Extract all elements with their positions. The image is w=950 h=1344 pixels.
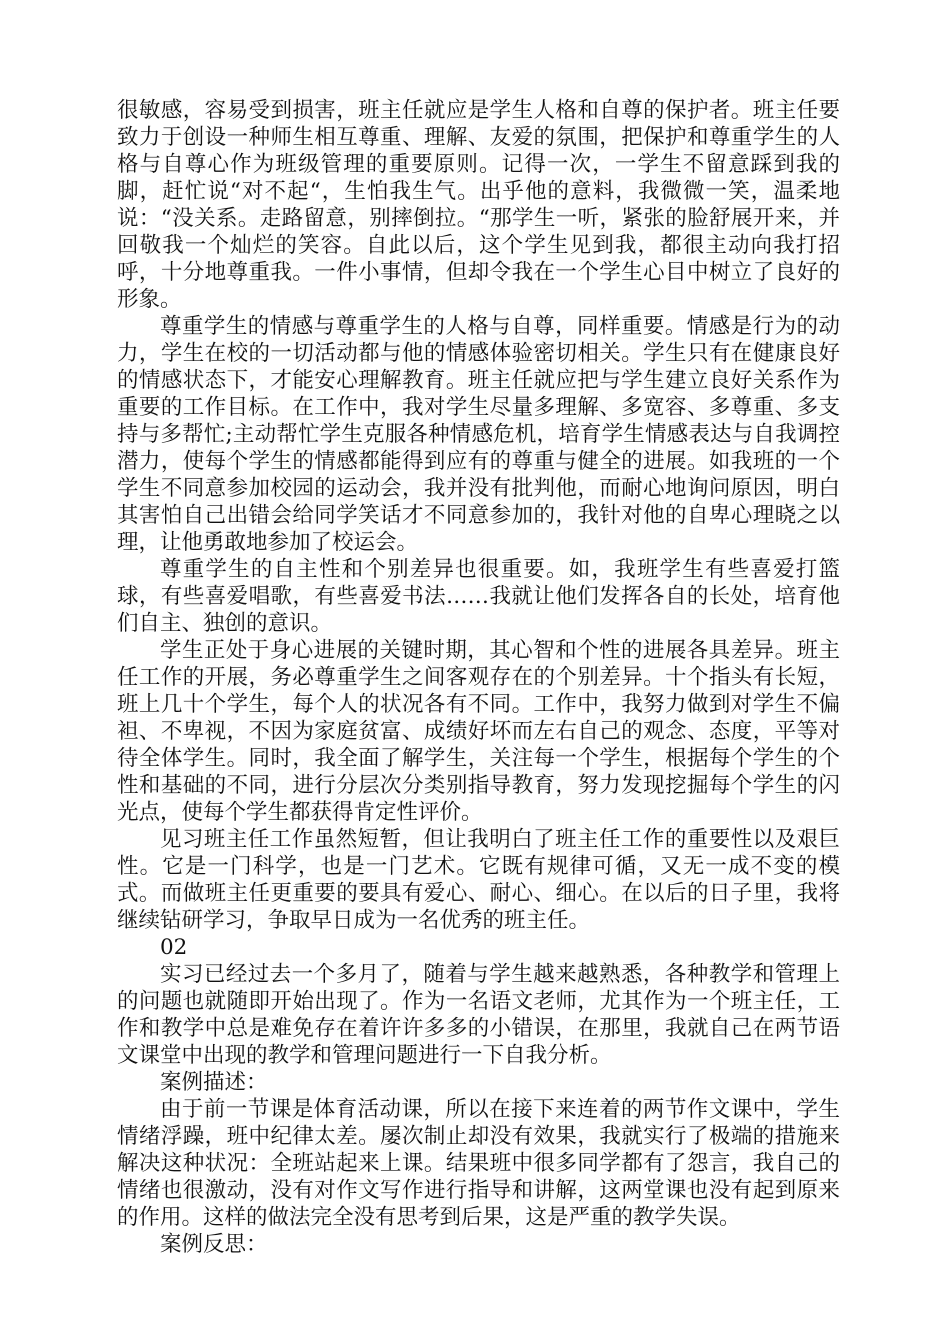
- paragraph-1: 很敏感，容易受到损害，班主任就应是学生人格和自尊的保护者。班主任要致力于创设一种师生相互尊重、理解、友爱的氛围，把保护和尊重学生的人格与自尊心作为班级管理的重要原则。记得一次，一学生不留意踩到我的脚，赶忙说“对不起“，生怕我生气。出乎他的意料，我微微一笑，温柔地说：“没关系。走路留意，别摔倒拉。“那学生一听，紧张的脸舒展开来，并回敬我一个灿烂的笑容。自此以后，这个学生见到我，都很主动向我打招呼，十分地尊重我。一件小事情，但却令我在一个学生心目中树立了良好的形象。: [117, 98, 840, 312]
- paragraph-6: 实习已经过去一个多月了，随着与学生越来越熟悉，各种教学和管理上的问题也就随即开始出现了。作为一名语文老师，尤其作为一个班主任，工作和教学中总是难免存在着许许多多的小错误，在那里，我就自己在两节语文课堂中出现的教学和管理问题进行一下自我分析。: [117, 962, 840, 1068]
- section-number: 02: [160, 935, 188, 960]
- paragraph-4: 学生正处于身心进展的关键时期，其心智和个性的进展各具差异。班主任工作的开展，务必尊重学生之间客观存在的个别差异。十个指头有长短，班上几十个学生，每个人的状况各有不同。工作中，我努力做到对学生不偏袒、不卑视，不因为家庭贫富、成绩好坏而左右自己的观念、态度，平等对待全体学生。同时，我全面了解学生，关注每一个学生，根据每个学生的个性和基础的不同，进行分层次分类别指导教育，努力发现挖掘每个学生的闪光点，使每个学生都获得肯定性评价。: [117, 638, 840, 825]
- paragraph-2: 尊重学生的情感与尊重学生的人格与自尊，同样重要。情感是行为的动力，学生在校的一切活动都与他的情感体验密切相关。学生只有在健康良好的情感状态下，才能安心理解教育。班主任就应把与学生建立良好关系作为重要的工作目标。在工作中，我对学生尽量多理解、多宽容、多尊重、多支持与多帮忙;主动帮忙学生克服各种情感危机，培育学生情感表达与自我调控潜力，使每个学生的情感都能得到应有的尊重与健全的进展。如我班的一个学生不同意参加校园的运动会，我并没有批判他，而耐心地询问原因，明白其害怕自己出错会给同学笑话才不同意参加的，我针对他的自卑心理晓之以理，让他勇敢地参加了校运会。: [117, 314, 840, 555]
- case-reflection-heading: 案例反思：: [160, 1232, 268, 1257]
- paragraph-3: 尊重学生的自主性和个别差异也很重要。如，我班学生有些喜爱打篮球，有些喜爱唱歌，有些喜爱书法……我就让他们发挥各自的长处，培育他们自主、独创的意识。: [117, 557, 840, 636]
- document-body: [117, 97, 840, 1258]
- paragraph-5: 见习班主任工作虽然短暂，但让我明白了班主任工作的重要性以及艰巨性。它是一门科学，也是一门艺术。它既有规律可循，又无一成不变的模式。而做班主任更重要的要具有爱心、耐心、细心。在以后的日子里，我将继续钻研学习，争取早日成为一名优秀的班主任。: [117, 827, 840, 933]
- case-description-heading: 案例描述：: [160, 1070, 268, 1095]
- paragraph-7: 由于前一节课是体育活动课，所以在接下来连着的两节作文课中，学生情绪浮躁，班中纪律太差。屡次制止却没有效果，我就实行了极端的措施来解决这种状况：全班站起来上课。结果班中很多同学都有了怨言，我自己的情绪也很激动，没有对作文写作进行指导和讲解，这两堂课也没有起到原来的作用。这样的做法完全没有思考到后果，这是严重的教学失误。: [117, 1097, 840, 1230]
